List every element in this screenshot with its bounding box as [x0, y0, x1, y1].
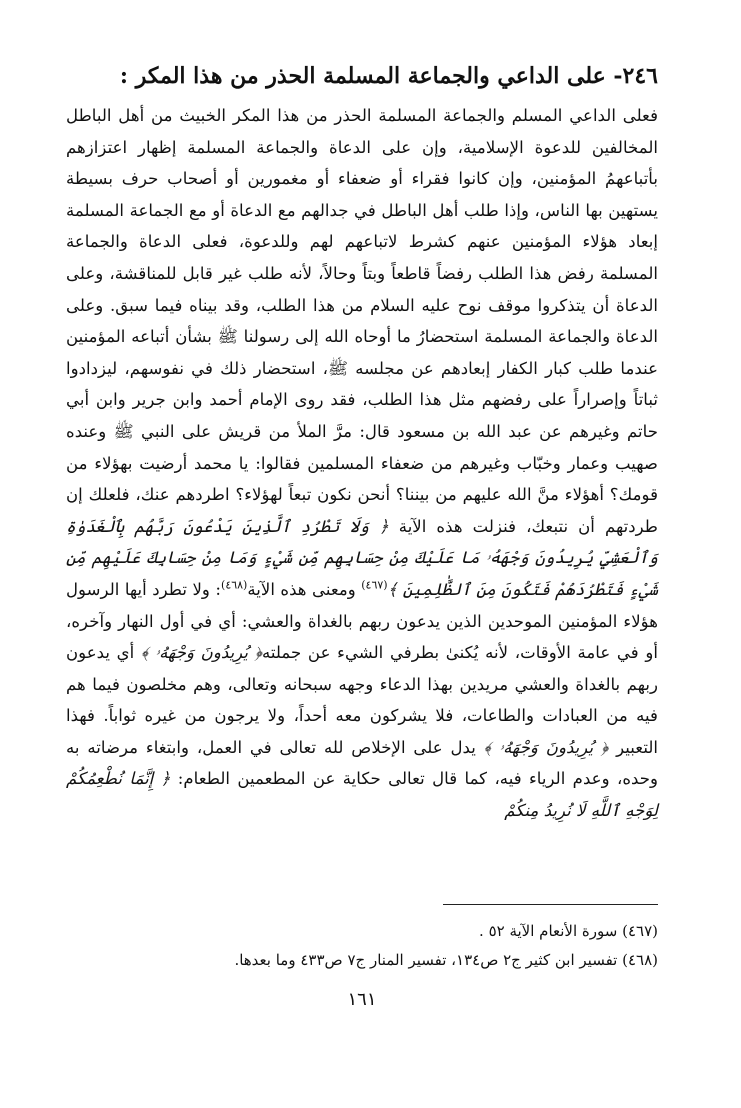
paragraph-intro: فعلى الداعي المسلم والجماعة المسلمة الحذر من هذا المكر الخبيث من أهل الباطل المخالفين للدعوة الإسلامية، وإن على الدعاة والجماعة المسلمة إظهار اعتزازهم بأتباعهمُ المؤمنين، وإن كانوا فقراء أو ضعفاء أو مغمورين أو أصحاب حرف بسيطة يستهين بها الناس، وإذا طلب أهل الباطل في جدالهم مع الدعاة أو مع الجماعة المسلمة إبعاد هؤلاء المؤمنين عنهم كشرط لاتباعهم لهم وللدعوة، فعلى الدعاة والجماعة المسلمة رفض هذا الطلب رفضاً قاطعاً وبتاً وحالاً، لأنه طلب غير قابل للمناقشة، وعلى الدعاة أن يتذكروا موقف نوح عليه السلام من هذا الطلب، وقد بيناه فيما سبق. وعلى الدعاة والجماعة المسلمة استحضارُ ما أوحاه الله إلى رسولنا ﷺ بشأن أتباعه المؤمنين عندما طلب كبار الكفار إبعادهم عن مجلسه ﷺ، استحضار ذلك في نفوسهم، ليزدادوا ثباتاً وإصراراً على رفضهم مثل هذا الطلب، فقد روى الإمام أحمد وابن جرير وابن أبي حاتم وغيرهم عن عبد الله بن مسعود قال: مرَّ الملأ من قريش على النبي ﷺ وعنده صهيب وعمار وخبّاب وغيرهم من ضعفاء المسلمين فقالوا: يا محمد أرضيت بهؤلاء من قومك؟ أهؤلاء منَّ الله عليهم من بيننا؟ أنحن نكون تبعاً لهؤلاء؟ اطردهم عنك، فلعلك إن طردتهم أن نتبعك، فنزلت هذه الآية — [66, 106, 659, 536]
footnote-divider — [443, 904, 658, 905]
main-paragraph — [66, 100, 658, 827]
quran-verse-3: ﴿ يُرِيدُونَ وَجْهَهُۥ ﴾ — [483, 737, 609, 757]
quran-verse-1: ﴿ وَلَا تَطْرُدِ ٱلَّذِينَ يَدْعُونَ رَبَّهُم بِٱلْغَدَوٰةِ وَٱلْعَشِيِّ يُرِيدُونَ وَجْهَهُۥ مَا عَلَيْكَ مِنْ حِسَابِهِم مِّن شَيْءٍ وَمَا مِنْ حِسَابِكَ عَلَيْهِم مِّن شَيْءٍ فَتَطْرُدَهُمْ فَتَكُونَ مِنَ ٱلظَّٰلِمِينَ ﴾ — [66, 516, 658, 599]
quran-verse-4: ﴿ إِنَّمَا نُطْعِمُكُمْ لِوَجْهِ ٱللَّهِ لَا نُرِيدُ مِنكُمْ — [66, 769, 658, 821]
footnote-ref-467[interactable]: (٤٦٧) — [361, 578, 388, 592]
section-heading: ٢٤٦- على الداعي والجماعة المسلمة الحذر من هذا المكر : — [119, 63, 658, 89]
footnote-ref-468[interactable]: (٤٦٨) — [221, 578, 248, 592]
footnote-468: (٤٦٨) تفسير ابن كثير ج٢ ص١٣٤، تفسير المنار ج٧ ص٤٣٣ وما بعدها. — [234, 951, 658, 969]
paragraph-meaning-start: ومعنى هذه الآية — [247, 579, 356, 599]
paragraph-meaning: : ولا تطرد أيها الرسول هؤلاء المؤمنين الموحدين الذين يدعون ربهم بالغداة والعشي: أي في أول النهار وآخره، أو في عامة الأوقات، لأنه يُكنىٰ بطرفي الشيء عن جملته — [66, 579, 658, 663]
book-page — [66, 58, 658, 1078]
page-number: ١٦١ — [347, 989, 377, 1010]
quran-verse-2: ﴿ يُرِيدُونَ وَجْهَهُۥ ﴾ — [140, 643, 262, 663]
paragraph-explanation: أي يدعون ربهم بالغداة والعشي مريدين بهذا الدعاء وجهه سبحانه وتعالى، وهم مخلصون فيما هم فيه من العبادات والطاعات، فلا يشركون معه أحداً، ولا يرجون من غيره ثواباً. فهذا التعبير — [66, 643, 658, 757]
footnotes — [66, 904, 658, 975]
footnote-467: (٤٦٧) سورة الأنعام الآية ٥٢ . — [479, 922, 658, 940]
paragraph-sincerity: يدل على الإخلاص لله تعالى في العمل، وابتغاء مرضاته به وحده، وعدم الرياء فيه، كما قال تعالى حكاية عن المطعمين الطعام: — [66, 737, 658, 789]
